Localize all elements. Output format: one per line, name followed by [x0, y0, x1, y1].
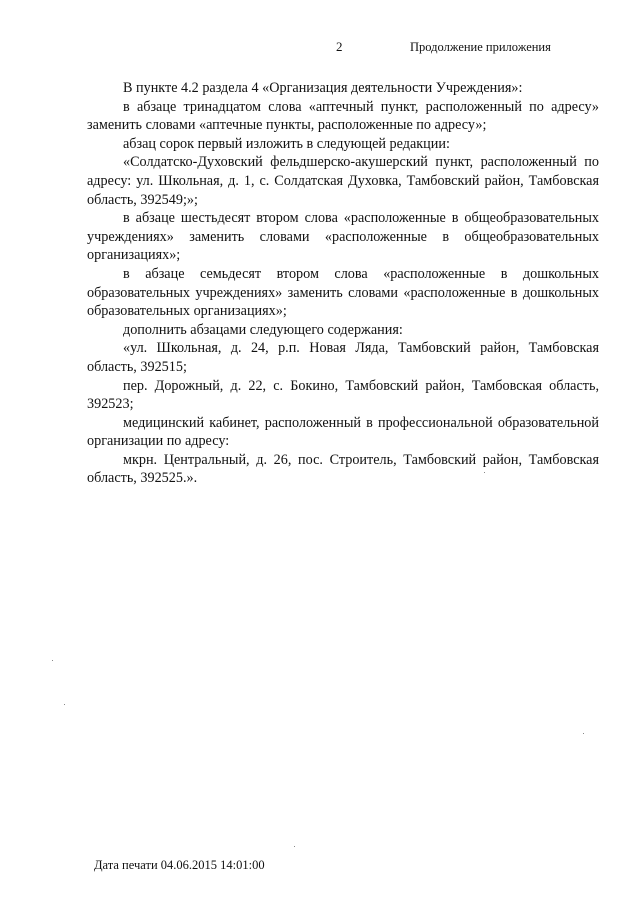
paragraph-amendment-62: в абзаце шестьдесят втором слова «расположенные в общеобразовательных учреждениях» заменить словами «расположенные в общеобразовательных организациях»; — [87, 210, 599, 264]
header-continuation-label: Продолжение приложения — [410, 40, 551, 54]
scan-speck — [294, 846, 295, 847]
print-date-footer: Дата печати 04.06.2015 14:01:00 — [94, 858, 265, 872]
paragraph-amendment-13: в абзаце тринадцатом слова «аптечный пункт, расположенный по адресу» заменить словами «аптечные пункты, расположенные по адресу»; — [87, 98, 599, 134]
paragraph-added-cabinet: медицинский кабинет, расположенный в профессиональной образовательной организации по адресу: — [87, 414, 599, 450]
scan-speck — [64, 704, 65, 705]
page-number: 2 — [336, 39, 343, 54]
scan-speck — [484, 472, 485, 473]
paragraph-added-address-2: пер. Дорожный, д. 22, с. Бокино, Тамбовский район, Тамбовская область, 392523; — [87, 377, 599, 413]
document-body — [87, 79, 599, 488]
paragraph-amendment-41: абзац сорок первый изложить в следующей редакции: — [123, 135, 450, 152]
paragraph-add-intro: дополнить абзацами следующего содержания: — [123, 321, 403, 338]
paragraph-quoted-address-1: «Солдатско-Духовский фельдшерско-акушерский пункт, расположенный по адресу: ул. Школьная, д. 1, с. Солдатская Духовка, Тамбовский район, Тамбовская область, 392549;»; — [87, 154, 599, 208]
paragraph-added-address-3: мкрн. Центральный, д. 26, пос. Строитель, Тамбовский район, Тамбовская область, 392525.». — [87, 451, 599, 487]
paragraph-amendment-72: в абзаце семьдесят втором слова «расположенные в дошкольных образовательных учреждениях» заменить словами «расположенные в дошкольных образовательных организациях»; — [87, 265, 599, 320]
scan-speck — [583, 733, 584, 734]
scan-speck — [52, 660, 53, 661]
paragraph-added-address-1: «ул. Школьная, д. 24, р.п. Новая Ляда, Тамбовский район, Тамбовская область, 392515; — [87, 340, 599, 375]
paragraph-section-intro: В пункте 4.2 раздела 4 «Организация деятельности Учреждения»: — [123, 80, 523, 96]
